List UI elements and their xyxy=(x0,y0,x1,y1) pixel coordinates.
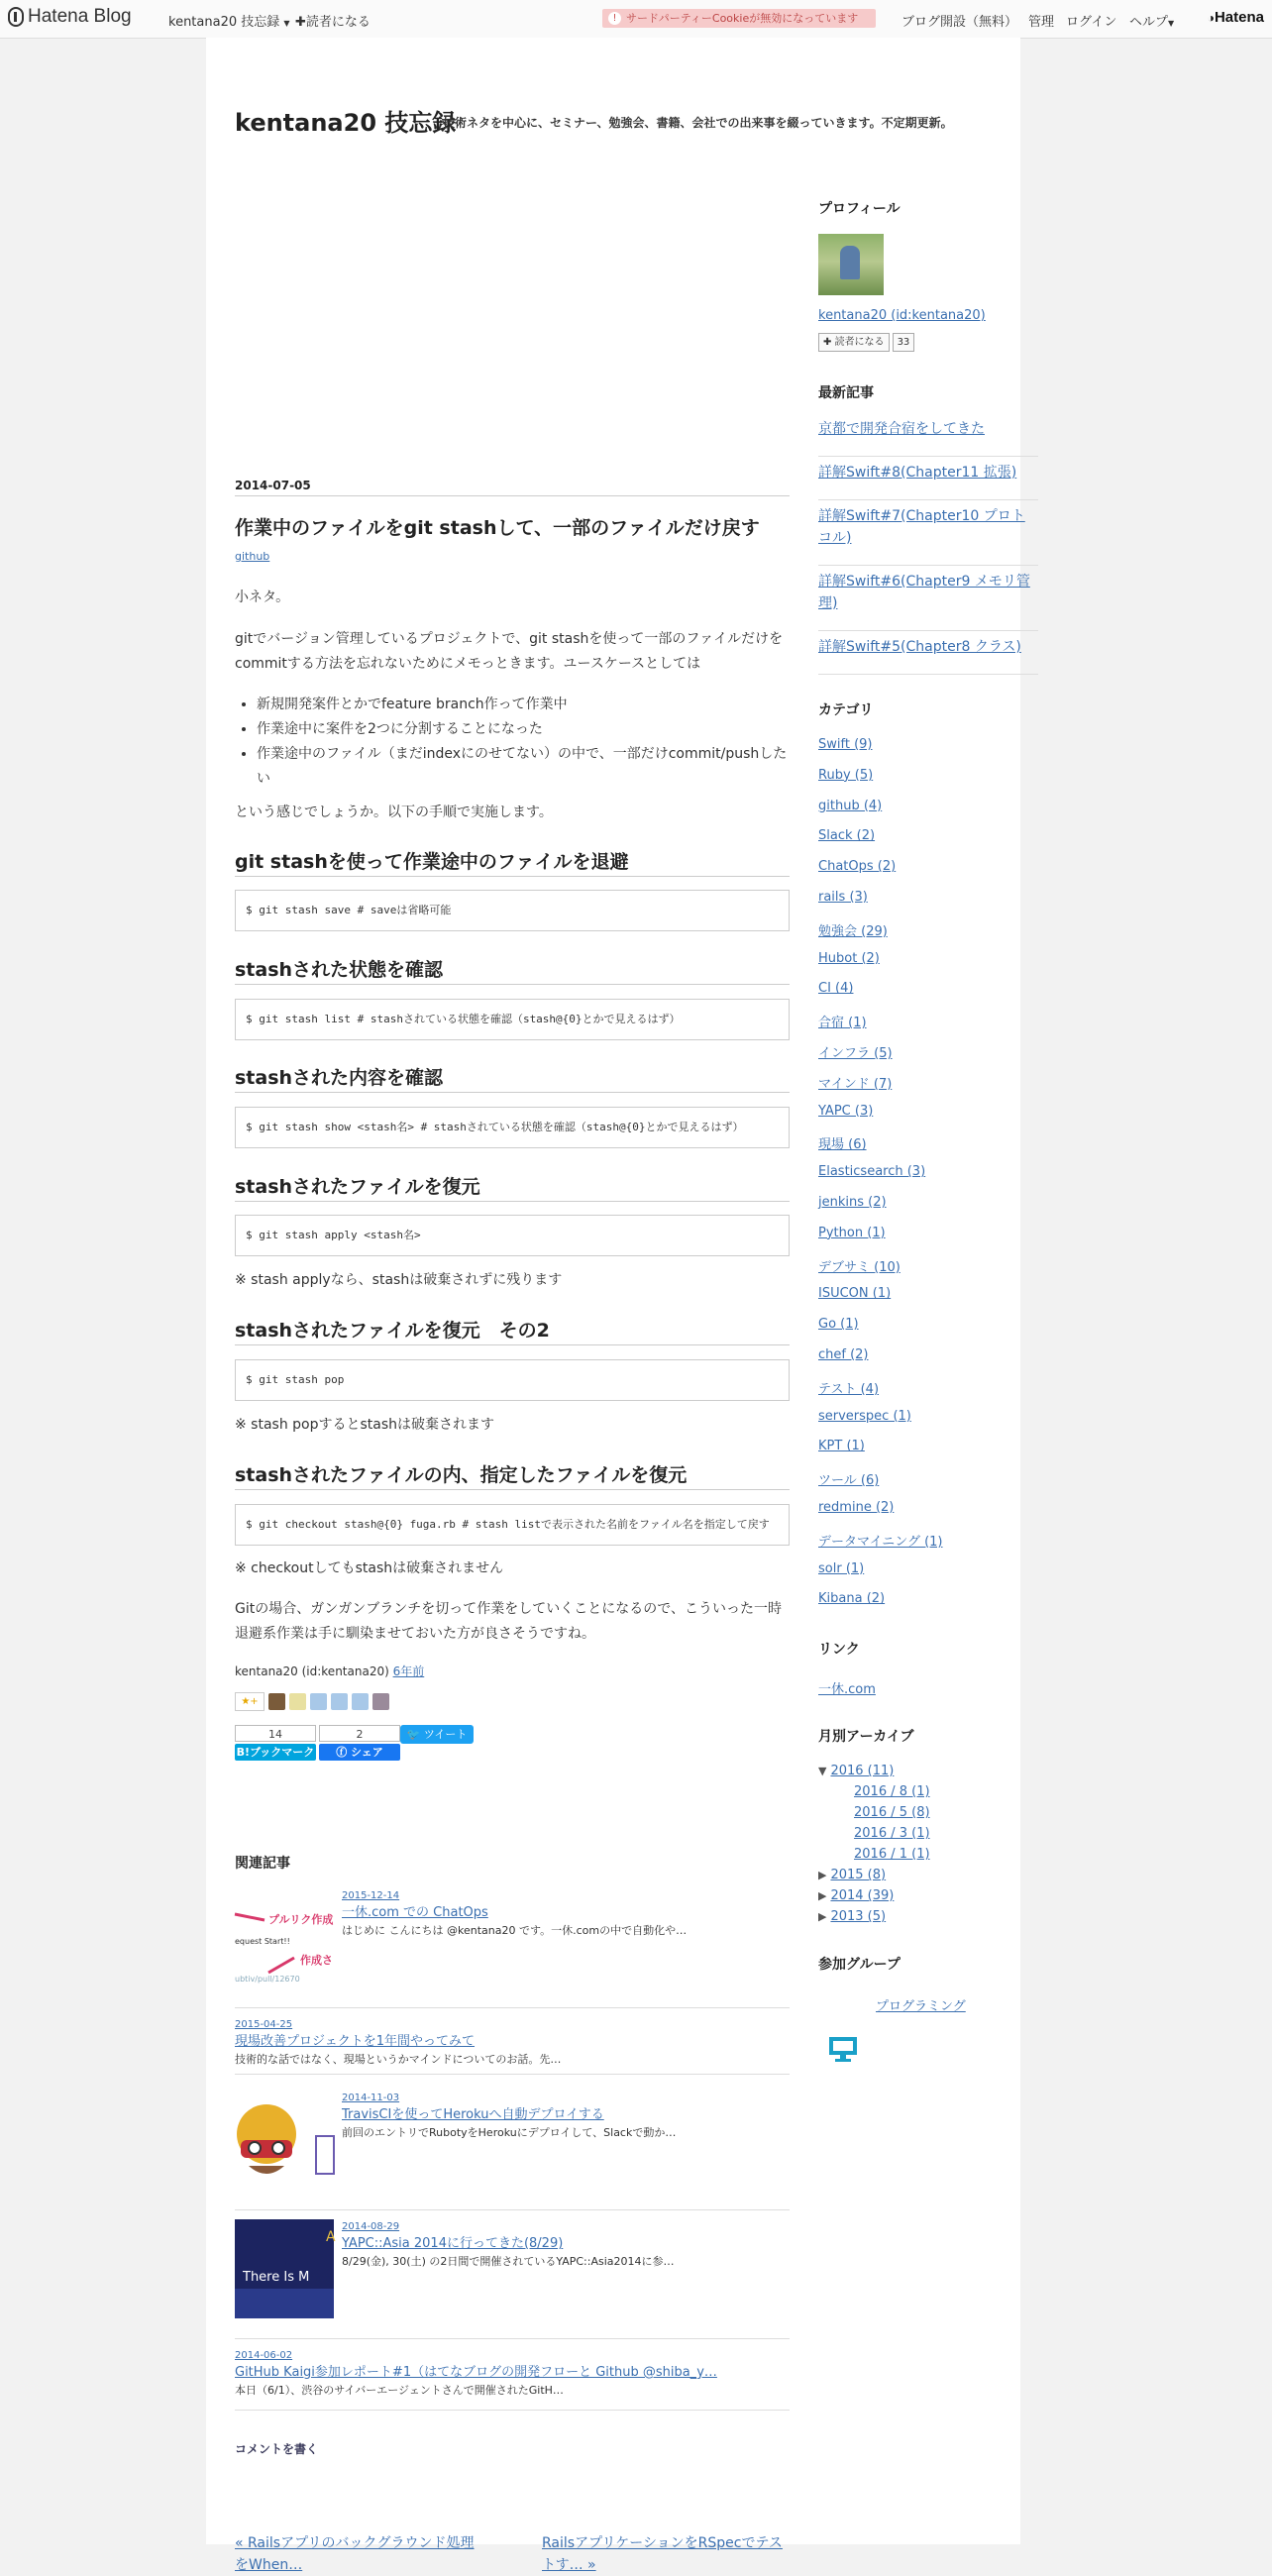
related-date[interactable]: 2014-11-03 xyxy=(342,2093,400,2103)
archive-year-open[interactable] xyxy=(818,1764,894,1778)
archive-year[interactable] xyxy=(818,1909,886,1924)
star-user-avatar[interactable] xyxy=(372,1693,389,1710)
archive-year-link[interactable]: 2016 (11) xyxy=(830,1764,895,1778)
category-link[interactable]: chef (2) xyxy=(818,1347,869,1362)
hatena-bookmark-share[interactable] xyxy=(235,1725,316,1761)
section-note: ※ checkoutしてもstashは破棄されません xyxy=(235,1560,504,1576)
section-heading: stashされたファイルを復元 その2 xyxy=(235,1316,790,1345)
triangle-right-icon: ▶ xyxy=(818,1889,827,1902)
hatena-bookmark-button[interactable]: B!ブックマーク xyxy=(236,1746,315,1759)
category-link[interactable]: KPT (1) xyxy=(818,1439,865,1454)
category-link[interactable]: Python (1) xyxy=(818,1225,886,1240)
related-summary: 8/29(金), 30(土) の2日間で開催されているYAPC::Asia2014に参… xyxy=(342,2255,675,2268)
category-link[interactable]: Swift (9) xyxy=(818,737,873,752)
category-link[interactable]: Hubot (2) xyxy=(818,950,880,966)
category-link[interactable]: rails (3) xyxy=(818,890,868,905)
tweet-label: ツイート xyxy=(423,1728,468,1741)
star-user-avatar[interactable] xyxy=(331,1693,348,1710)
list-item: • 新規開発案件とかでfeature branch作って作業中 xyxy=(257,693,790,717)
category-link[interactable]: 勉強会 (29) xyxy=(818,923,888,939)
recent-entry-link[interactable]: 詳解Swift#8(Chapter11 拡張) xyxy=(818,465,1017,481)
next-entry-link[interactable]: RailsアプリケーションをRSpecでテストす… » xyxy=(542,2535,783,2573)
nav-manage[interactable]: 管理 xyxy=(1028,15,1055,30)
recent-entry[interactable] xyxy=(818,418,1038,457)
prev-entry-link[interactable]: « Railsアプリのバックグラウンド処理をWhen… xyxy=(235,2535,475,2573)
profile-avatar[interactable] xyxy=(818,234,884,295)
monitor-icon xyxy=(828,2035,858,2063)
related-entry[interactable] xyxy=(235,2221,790,2339)
follower-count[interactable]: 33 xyxy=(893,333,915,352)
related-entry[interactable] xyxy=(235,2019,790,2075)
thumb-text: equest Start!! xyxy=(235,1937,290,1946)
hatena-bookmark-count: 14 xyxy=(235,1725,316,1742)
code-block[interactable]: $ git stash pop xyxy=(235,1359,790,1401)
entry-paragraph: gitでバージョン管理しているプロジェクトで、git stashを使って一部のファイルだけをcommitする方法を忘れないためにメモっときます。ユースケースとしては xyxy=(235,631,784,672)
cookie-notice[interactable] xyxy=(602,9,876,28)
author-name[interactable]: kentana20 (id:kentana20) xyxy=(235,1664,389,1678)
entry-intro: 小ネタ。 xyxy=(235,590,290,605)
related-summary: 技術的な話ではなく、現場というかマインドについてのお話。先… xyxy=(235,2053,562,2066)
chevron-down-icon: ▼ xyxy=(1168,19,1175,28)
blog-menu-dropdown[interactable] xyxy=(168,11,290,30)
category-link[interactable]: ツール (6) xyxy=(818,1473,880,1489)
related-title[interactable]: 現場改善プロジェクトを1年間やってみて xyxy=(235,2034,476,2049)
group-heading: 参加グループ xyxy=(818,1957,901,1973)
category-link[interactable]: Ruby (5) xyxy=(818,767,874,783)
recent-entry[interactable] xyxy=(818,636,1038,675)
nav-help[interactable] xyxy=(1129,11,1174,30)
profile-heading: プロフィール xyxy=(818,201,901,217)
section-heading: stashされたファイルを復元 xyxy=(235,1172,790,1202)
hatena-mark-icon: ◑ xyxy=(1207,11,1215,25)
blog-description: 技術ネタを中心に、セミナー、勉強会、書籍、会社での出来事を綴っていきます。不定期更新。 xyxy=(443,116,953,130)
entry-title[interactable]: 作業中のファイルをgit stashして、一部のファイルだけ戻す xyxy=(235,517,760,539)
related-title[interactable]: GitHub Kaigi参加レポート#1（はてなブログの開発フローと Github @shiba_y… xyxy=(235,2365,717,2380)
archive-heading: 月別アーカイブ xyxy=(818,1729,914,1745)
list-item: • 作業途中に案件を2つに分割することになった xyxy=(257,717,790,742)
tweet-button[interactable] xyxy=(400,1725,474,1744)
brand-left-label: Hatena Blog xyxy=(28,6,132,27)
category-link[interactable]: serverspec (1) xyxy=(818,1408,911,1424)
follow-button[interactable] xyxy=(818,333,890,352)
link-heading: リンク xyxy=(818,1642,860,1658)
nav-help-label: ヘルプ xyxy=(1129,15,1169,30)
code-block[interactable]: $ git stash apply <stash名> xyxy=(235,1215,790,1256)
related-entry[interactable] xyxy=(235,1890,790,2008)
related-summary: はじめに こんにちは @kentana20 です。一休.comの中で自動化や… xyxy=(342,1924,688,1937)
related-title[interactable]: 一休.com での ChatOps xyxy=(342,1905,488,1920)
archive-year-link[interactable]: 2013 (5) xyxy=(830,1909,887,1924)
star-user-avatar[interactable] xyxy=(268,1693,285,1710)
profile-name-link[interactable]: kentana20 (id:kentana20) xyxy=(818,308,986,323)
section-heading: stashされたファイルの内、指定したファイルを復元 xyxy=(235,1460,790,1490)
category-link[interactable]: jenkins (2) xyxy=(818,1195,887,1210)
entry-outro: Gitの場合、ガンガンブランチを切って作業をしていくことになるので、こういった一時退避系作業は手に馴染ませておいた方が良さそうですね。 xyxy=(235,1601,782,1642)
related-date[interactable]: 2015-12-14 xyxy=(342,1890,400,1901)
follow-reader-button[interactable] xyxy=(295,11,371,30)
brand-right-label: Hatena xyxy=(1214,9,1264,26)
svg-text:A: A xyxy=(326,2229,336,2245)
add-star-button[interactable]: ★+ xyxy=(235,1692,265,1711)
section-heading: git stashを使って作業途中のファイルを退避 xyxy=(235,847,790,877)
related-title[interactable]: TravisCIを使ってHerokuへ自動デプロイする xyxy=(342,2107,604,2122)
category-link[interactable]: github (4) xyxy=(818,798,883,813)
category-link[interactable]: Slack (2) xyxy=(818,828,876,844)
category-link[interactable]: CI (4) xyxy=(818,981,854,997)
nav-login[interactable]: ログイン xyxy=(1066,15,1117,30)
sidebar-link[interactable]: 一休.com xyxy=(818,1682,876,1697)
group-link[interactable]: プログラミング xyxy=(876,1999,966,2014)
recent-entry-link[interactable]: 京都で開発合宿をしてきた xyxy=(818,421,985,437)
follow-label: 読者になる xyxy=(834,337,885,348)
write-comment-link[interactable]: コメントを書く xyxy=(235,2442,319,2456)
archive-year-link[interactable]: 2014 (39) xyxy=(830,1888,895,1903)
triangle-right-icon: ▶ xyxy=(818,1910,827,1923)
thumb-text: プルリク作成 xyxy=(268,1913,334,1926)
entry-category[interactable]: github xyxy=(235,550,270,563)
recent-entry-link[interactable]: 詳解Swift#5(Chapter8 クラス) xyxy=(818,639,1021,655)
related-heading: 関連記事 xyxy=(235,1856,290,1872)
plus-icon: ✚ xyxy=(823,337,835,348)
nav-start-blog[interactable]: ブログ開設（無料） xyxy=(901,15,1018,30)
hatena-blog-logo[interactable] xyxy=(8,6,132,28)
category-link[interactable]: ISUCON (1) xyxy=(818,1286,892,1302)
code-block[interactable]: $ git stash save # saveは省略可能 xyxy=(235,890,790,931)
reader-label: 読者になる xyxy=(305,15,371,30)
category-link[interactable]: マインド (7) xyxy=(818,1076,893,1092)
related-summary: 本日（6/1）、渋谷のサイバーエージェントさんで開催されたGitH… xyxy=(235,2384,564,2397)
recent-heading: 最新記事 xyxy=(818,385,874,401)
star-user-avatar[interactable] xyxy=(352,1693,369,1710)
thumb-text: ubtiv/pull/12670 xyxy=(235,1975,300,1984)
facebook-share[interactable] xyxy=(319,1725,400,1761)
code-block[interactable]: $ git checkout stash@{0} fuga.rb # stash listで表示された名前をファイル名を指定して戻す xyxy=(235,1504,790,1546)
section-note: ※ stash popするとstashは破棄されます xyxy=(235,1417,495,1433)
category-link[interactable]: ChatOps (2) xyxy=(818,859,897,875)
entry-permalink[interactable]: 6年前 xyxy=(392,1664,425,1678)
category-link[interactable]: 現場 (6) xyxy=(818,1137,867,1153)
recent-entry[interactable] xyxy=(818,505,1038,566)
related-entry[interactable] xyxy=(235,2093,790,2210)
alert-icon: ! xyxy=(608,12,621,25)
category-link[interactable]: テスト (4) xyxy=(818,1381,880,1397)
archive-year-link[interactable]: 2015 (8) xyxy=(830,1868,887,1882)
facebook-share-button[interactable] xyxy=(319,1744,400,1761)
triangle-right-icon: ▶ xyxy=(818,1869,827,1881)
entry-paragraph: という感じでしょうか。以下の手順で実施します。 xyxy=(235,805,553,820)
related-summary: 前回のエントリでRubotyをHerokuにデプロイして、Slackで動か… xyxy=(342,2126,677,2139)
category-link[interactable]: デブサミ (10) xyxy=(818,1259,901,1275)
archive-month-link[interactable]: 2016 / 1 (1) xyxy=(854,1847,930,1862)
blog-menu-label: kentana20 技忘録 xyxy=(168,15,280,30)
archive-month-link[interactable]: 2016 / 3 (1) xyxy=(854,1826,930,1841)
archive-month-link[interactable]: 2016 / 8 (1) xyxy=(854,1784,930,1799)
category-link[interactable]: インフラ (5) xyxy=(818,1046,893,1061)
star-user-avatar[interactable] xyxy=(289,1693,306,1710)
entry-bullet-list xyxy=(235,693,790,792)
category-heading: カテゴリ xyxy=(818,702,874,718)
category-link[interactable]: redmine (2) xyxy=(818,1500,895,1515)
category-link[interactable]: データマイニング (1) xyxy=(818,1534,943,1550)
recent-entry[interactable] xyxy=(818,462,1038,500)
divider xyxy=(235,495,790,496)
blog-title[interactable]: kentana20 技忘録 xyxy=(235,109,457,137)
recent-entry[interactable] xyxy=(818,571,1038,631)
star-user-avatar[interactable] xyxy=(310,1693,327,1710)
page-container xyxy=(206,38,1030,2573)
related-title[interactable]: YAPC::Asia 2014に行ってきた(8/29) xyxy=(342,2236,564,2251)
related-date[interactable]: 2015-04-25 xyxy=(235,2019,293,2030)
entry-author xyxy=(235,1663,424,1679)
plus-icon: ✚ xyxy=(295,15,306,30)
hatena-logo-icon xyxy=(8,7,24,27)
category-link[interactable]: solr (1) xyxy=(818,1560,865,1576)
facebook-count: 2 xyxy=(319,1725,400,1742)
archive-year[interactable] xyxy=(818,1868,886,1882)
thumb-text: 作成さ xyxy=(300,1954,333,1967)
related-date[interactable]: 2014-08-29 xyxy=(342,2221,400,2232)
related-date[interactable]: 2014-06-02 xyxy=(235,2350,293,2361)
section-note: ※ stash applyなら、stashは破棄されずに残ります xyxy=(235,1272,563,1288)
hatena-brand[interactable] xyxy=(1208,9,1264,26)
top-bar xyxy=(0,0,1272,39)
recent-entry-link[interactable]: 詳解Swift#6(Chapter9 メモリ管理) xyxy=(818,574,1030,611)
chevron-down-icon: ▼ xyxy=(283,19,290,28)
code-block[interactable]: $ git stash show <stash名> # stashされている状態を確認（stash@{0}とかで見えるはず） xyxy=(235,1107,790,1148)
list-item: • 作業途中のファイル（まだindexにのせてない）の中で、一部だけcommit/pushしたい xyxy=(257,742,790,792)
code-block[interactable]: $ git stash list # stashされている状態を確認（stash@{0}とかで見えるはず） xyxy=(235,999,790,1040)
category-link[interactable]: Kibana (2) xyxy=(818,1591,886,1607)
thumb-text: There Is M xyxy=(243,2270,310,2285)
section-heading: stashされた内容を確認 xyxy=(235,1063,790,1093)
facebook-icon: ⓕ xyxy=(336,1746,352,1759)
category-link[interactable]: 合宿 (1) xyxy=(818,1016,867,1031)
entry-date[interactable]: 2014-07-05 xyxy=(235,479,311,492)
archive-year[interactable] xyxy=(818,1888,894,1903)
facebook-share-label: シェア xyxy=(351,1746,383,1759)
recent-entry-link[interactable]: 詳解Swift#7(Chapter10 プロトコル) xyxy=(818,508,1025,546)
related-entry[interactable] xyxy=(235,2350,790,2411)
triangle-down-icon: ▼ xyxy=(818,1765,827,1777)
archive-month-link[interactable]: 2016 / 5 (8) xyxy=(854,1805,930,1820)
section-heading: stashされた状態を確認 xyxy=(235,955,790,985)
cookie-notice-text: サードパーティーCookieが無効になっています xyxy=(626,12,859,25)
twitter-bird-icon: 🐦 xyxy=(406,1728,421,1741)
category-link[interactable]: Go (1) xyxy=(818,1317,859,1333)
category-link[interactable]: YAPC (3) xyxy=(818,1103,874,1119)
profile-follow xyxy=(818,333,914,352)
star-list xyxy=(235,1692,389,1711)
category-link[interactable]: Elasticsearch (3) xyxy=(818,1164,926,1180)
